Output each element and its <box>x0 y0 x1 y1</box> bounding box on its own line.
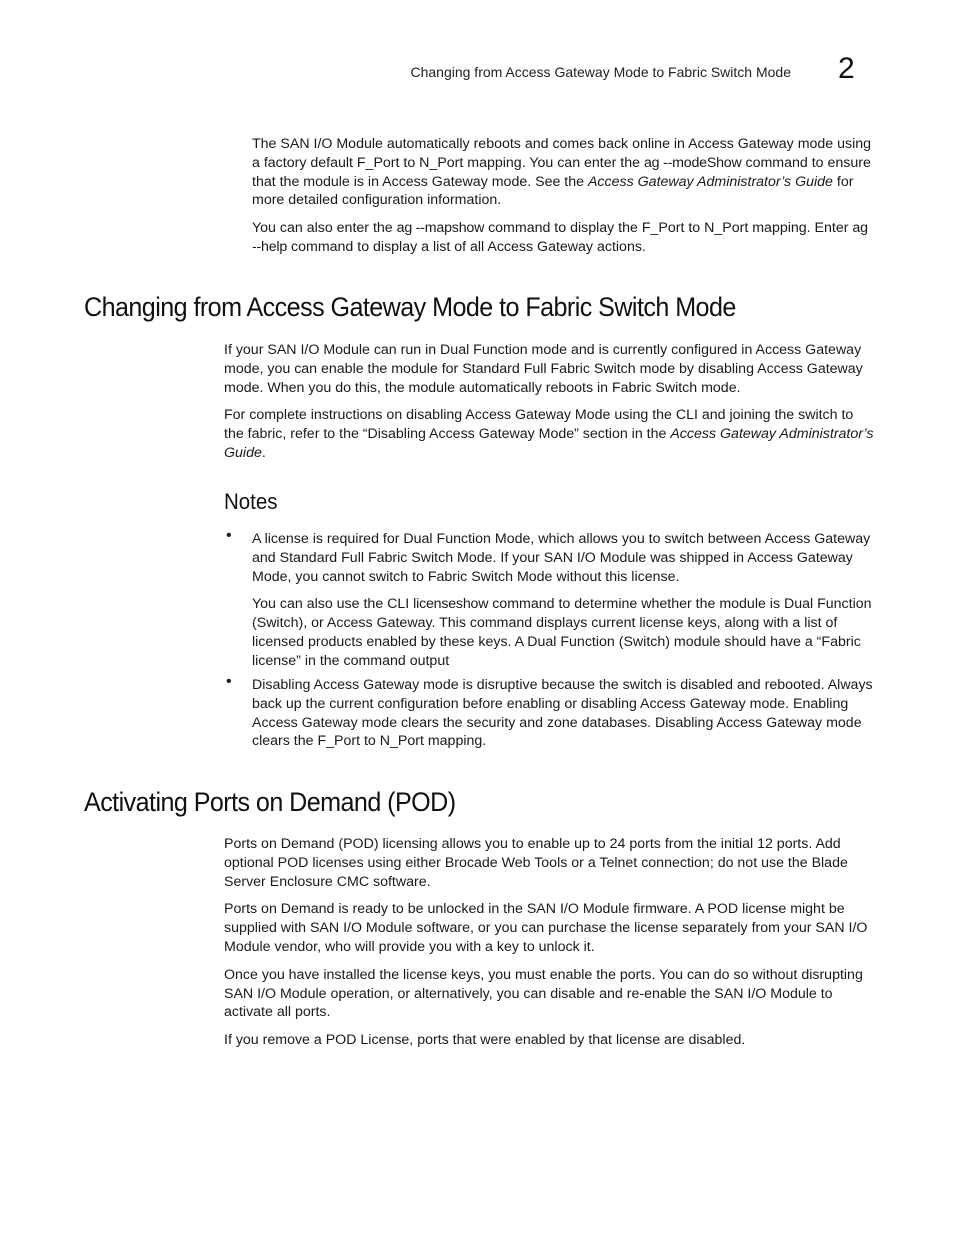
section-heading-fabric-switch-mode: Changing from Access Gateway Mode to Fabric Switch Mode <box>84 292 736 322</box>
command-mapshow: ag --mapshow <box>396 220 485 237</box>
command-help: ag --help <box>252 220 868 255</box>
note-item-2 <box>224 673 874 751</box>
text-run: command to ensure that the module is in Access Gateway mode. See the <box>252 154 871 190</box>
note-item-1 <box>224 527 874 671</box>
text-run: command to determine whether the module is Dual Function (Switch), or Access Gateway. This command displays current license keys, along with a list of licensed products enabled by these keys. A Dual Function (Switch) module should have a “Fabric license” in the command output <box>252 596 872 669</box>
bullet-icon: • <box>226 527 232 544</box>
text-run: The SAN I/O Module automatically reboots and comes back online in Access Gateway mode using a factory default F_Port to N_Port mapping. You can enter the <box>252 136 872 171</box>
note-1-subparagraph <box>252 595 874 670</box>
text-run: for more detailed configuration information. <box>252 173 854 209</box>
bullet-icon: • <box>226 673 232 690</box>
running-header: Changing from Access Gateway Mode to Fabric Switch Mode <box>410 64 791 80</box>
text-run: command to display a list of all Access Gateway actions. <box>287 238 646 255</box>
section2-paragraph-2: Ports on Demand is ready to be unlocked in the SAN I/O Module firmware. A POD license might be supplied with SAN I/O Module software, or you can purchase the license separately from your SAN I/O Module vendor, who will provide you with a key to unlock it. <box>224 901 868 955</box>
section-heading-ports-on-demand: Activating Ports on Demand (POD) <box>84 787 456 817</box>
section2-paragraph-3: Once you have installed the license keys, you must enable the ports. You can do so without disrupting SAN I/O Module operation, or alternatively, you can disable and re-enable the SAN I/O Module to activate all ports. <box>224 966 863 1021</box>
intro-paragraph-2 <box>252 219 872 257</box>
guide-reference: Access Gateway Administrator’s Guide <box>224 426 874 461</box>
intro-block <box>252 135 872 257</box>
section1-paragraph-1: If your SAN I/O Module can run in Dual Function mode and is currently configured in Access Gateway mode, you can enable the module for Standard Full Fabric Switch mode by disabling Access Gateway mode. When you do this, the module automatically reboots in Fabric Switch mode. <box>224 342 863 396</box>
section1-paragraph-2 <box>224 406 874 462</box>
text-run: command to display the F_Port to N_Port mapping. Enter <box>484 220 853 237</box>
section2-body <box>224 835 874 1050</box>
intro-paragraph-1 <box>252 135 872 210</box>
guide-reference: Access Gateway Administrator’s Guide <box>587 173 833 190</box>
section2-paragraph-4: If you remove a POD License, ports that were enabled by that license are disabled. <box>224 1032 746 1049</box>
text-run: For complete instructions on disabling Access Gateway Mode using the CLI and joining the switch to the fabric, refer to the “Disabling Access Gateway Mode” section in the <box>224 407 854 443</box>
section1-body <box>224 341 874 463</box>
text-run: . <box>261 444 266 461</box>
note-2-text: Disabling Access Gateway mode is disruptive because the switch is disabled and rebooted. Always back up the current configuration before enabling or disabling Access Gateway mode. Enabling Access Gateway mode clears the security and zone databases. Disabling Access Gateway mode clears the F_Port to N_Port mapping. <box>252 677 873 750</box>
text-run: You can also enter the <box>252 220 397 237</box>
notes-heading: Notes <box>224 489 278 514</box>
command-modeshow: ag --modeShow <box>643 154 742 171</box>
section2-paragraph-1: Ports on Demand (POD) licensing allows you to enable up to 24 ports from the initial 12 ports. Add optional POD licenses using either Brocade Web Tools or a Telnet connection; do not use the Blade Server Enclosure CMC software. <box>224 836 848 890</box>
text-run: You can also use the CLI <box>252 596 414 613</box>
chapter-number: 2 <box>838 52 855 85</box>
command-licenseshow: licenseshow <box>413 596 489 613</box>
note-1-text: A license is required for Dual Function Mode, which allows you to switch between Access Gateway and Standard Full Fabric Switch Mode. If your SAN I/O Module was shipped in Access Gateway Mode, you cannot switch to Fabric Switch Mode without this license. <box>252 531 871 585</box>
